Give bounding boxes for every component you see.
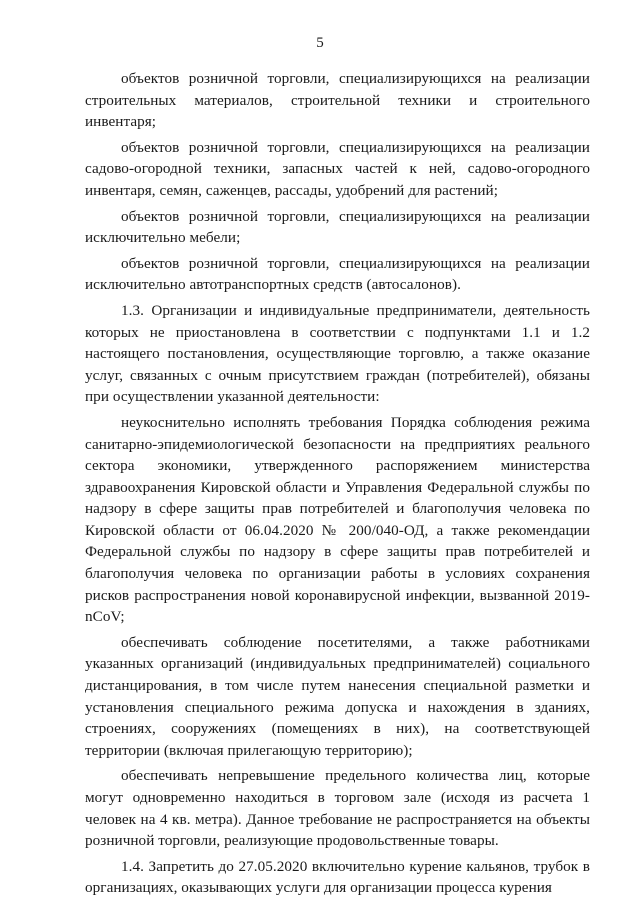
page-number: 5: [316, 35, 324, 51]
paragraph-social-distancing: обеспечивать соблюдение посетителями, а также работниками указанных организаций (индивидуальных предпринимателей) социального дистанцирования, в том числе путем нанесения специальной разметки и установления специального режима допуска и нахождения в зданиях, строениях, сооружениях (помещениях в них), на соответствующей территории (включая прилегающую территорию);: [85, 633, 590, 759]
paragraph-retail-auto: объектов розничной торговли, специализирующихся на реализации исключительно автотранспортных средств (автосалонов).: [85, 254, 590, 294]
paragraph-occupancy-limit: обеспечивать непревышение предельного количества лиц, которые могут одновременно находиться в торговом зале (исходя из расчета 1 человек на 4 кв. метра). Данное требование не распространяется на объекты розничной торговли, реализующие продовольственные товары.: [85, 767, 590, 850]
paragraph-sanitary-requirements: неукоснительно исполнять требования Порядка соблюдения режима санитарно-эпидемиологической безопасности на предприятиях реального сектора экономики, утвержденного распоряжением министерства здравоохранения Кировской области и Управления Федеральной службы по надзору в сфере защиты прав потребителей и благополучия человека по Кировской области от 06.04.2020 № 200/040-ОД, а также рекомендации Федеральной службы по надзору в сфере защиты прав потребителей и благополучия человека по организации работы в условиях сохранения рисков распространения новой коронавирусной инфекции, вызванной 2019-nCoV;: [85, 413, 590, 626]
document-body: [85, 68, 590, 903]
paragraph-clause-1-3: 1.3. Организации и индивидуальные предприниматели, деятельность которых не приостановлена в соответствии с подпунктами 1.1 и 1.2 настоящего постановления, осуществляющие торговлю, а также оказание услуг, связанных с очным присутствием граждан (потребителей), обязаны при осуществлении указанной деятельности:: [85, 301, 590, 406]
paragraph-retail-garden: объектов розничной торговли, специализирующихся на реализации садово-огородной техники, запасных частей к ней, садово-огородного инвентаря, семян, саженцев, рассады, удобрений для растений;: [85, 138, 590, 199]
paragraph-clause-1-4: 1.4. Запретить до 27.05.2020 включительно курение кальянов, трубок в организациях, оказывающих услуги для организации процесса курения: [85, 857, 590, 897]
paragraph-retail-construction: объектов розничной торговли, специализирующихся на реализации строительных материалов, строительной техники и строительного инвентаря;: [85, 70, 590, 131]
paragraph-retail-furniture: объектов розничной торговли, специализирующихся на реализации исключительно мебели;: [85, 207, 590, 247]
